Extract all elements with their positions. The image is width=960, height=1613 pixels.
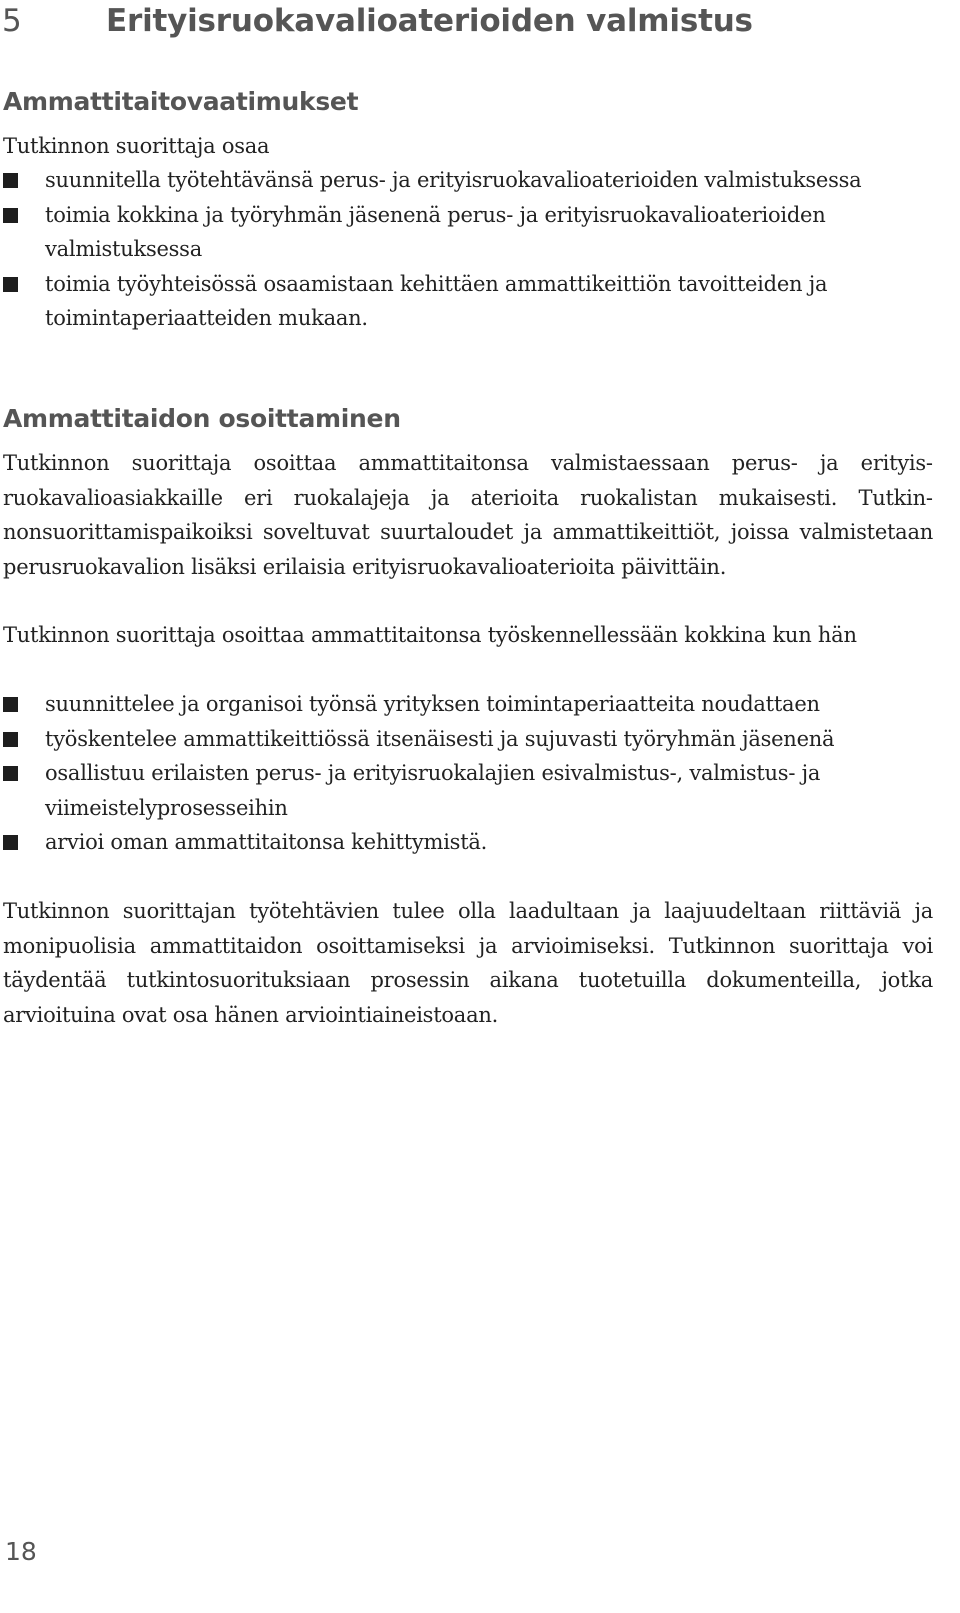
list-item: toimia työyhteisössä osaamistaan kehittäen ammattikeittiön tavoitteiden ja toimintaperiaatteiden mukaan. — [0, 267, 935, 336]
bullet-square-icon — [3, 208, 18, 223]
requirements-intro: Tutkinnon suorittaja osaa — [3, 134, 270, 158]
bullet-square-icon — [3, 277, 18, 292]
list-item: suunnittelee ja organisoi työnsä yrityksen toimintaperiaatteita noudattaen — [0, 687, 935, 722]
list-item: arvioi oman ammattitaitonsa kehittymistä. — [0, 825, 935, 860]
list-item: työskentelee ammattikeittiössä itsenäisesti ja sujuvasti työryhmän jäsenenä — [0, 722, 935, 757]
page-number: 18 — [5, 1537, 37, 1566]
bullet-square-icon — [3, 173, 18, 188]
demonstration-paragraph-1: Tutkinnon suorittaja osoittaa ammattitaitonsa valmistaessaan perus- ja erityisruokavalioasiakkaille eri ruokalajeja ja aterioita ruokalistan mukaisesti. Tutkinnonsuorittamispaikoiksi soveltuvat suurtaloudet ja ammattikeittiöt, joissa valmistetaan perusruokavalion lisäksi erilaisia erityisruokavalioaterioita päivittäin. — [3, 451, 933, 579]
bullet-square-icon — [3, 766, 18, 781]
chapter-title: Erityisruokavalioaterioiden valmistus — [106, 3, 753, 39]
chapter-heading — [2, 0, 753, 42]
bullet-square-icon — [3, 697, 18, 712]
bullet-square-icon — [3, 835, 18, 850]
list-item: osallistuu erilaisten perus- ja erityisruokalajien esivalmistus-, valmistus- ja viimeistelyprosesseihin — [0, 756, 935, 825]
chapter-number: 5 — [2, 3, 22, 39]
bullet-square-icon — [3, 732, 18, 747]
demonstration-paragraph-3: Tutkinnon suorittajan työtehtävien tulee olla laadultaan ja laajuudeltaan riittäviä ja monipuolisia ammattitaidon osoittamiseksi ja arvioimiseksi. Tutkinnon suorittaja voi täydentää tutkintosuorituksiaan prosessin aikana tuotetuilla dokumenteilla, jotka arvioituina ovat osa hänen arviointiaineistoaan. — [3, 899, 933, 1027]
demonstration-list — [0, 687, 935, 860]
list-item: suunnitella työtehtävänsä perus- ja erityisruokavalioaterioiden valmistuksessa — [0, 163, 935, 198]
list-item: toimia kokkina ja työryhmän jäsenenä perus- ja erityisruokavalioaterioiden valmistuksessa — [0, 198, 935, 267]
section-heading-demonstration: Ammattitaidon osoittaminen — [3, 404, 401, 433]
demonstration-paragraph-2-intro: Tutkinnon suorittaja osoittaa ammattitaitonsa työskennellessään kokkina kun hän — [3, 623, 857, 647]
requirements-list — [0, 163, 935, 336]
section-heading-requirements: Ammattitaitovaatimukset — [3, 87, 359, 116]
